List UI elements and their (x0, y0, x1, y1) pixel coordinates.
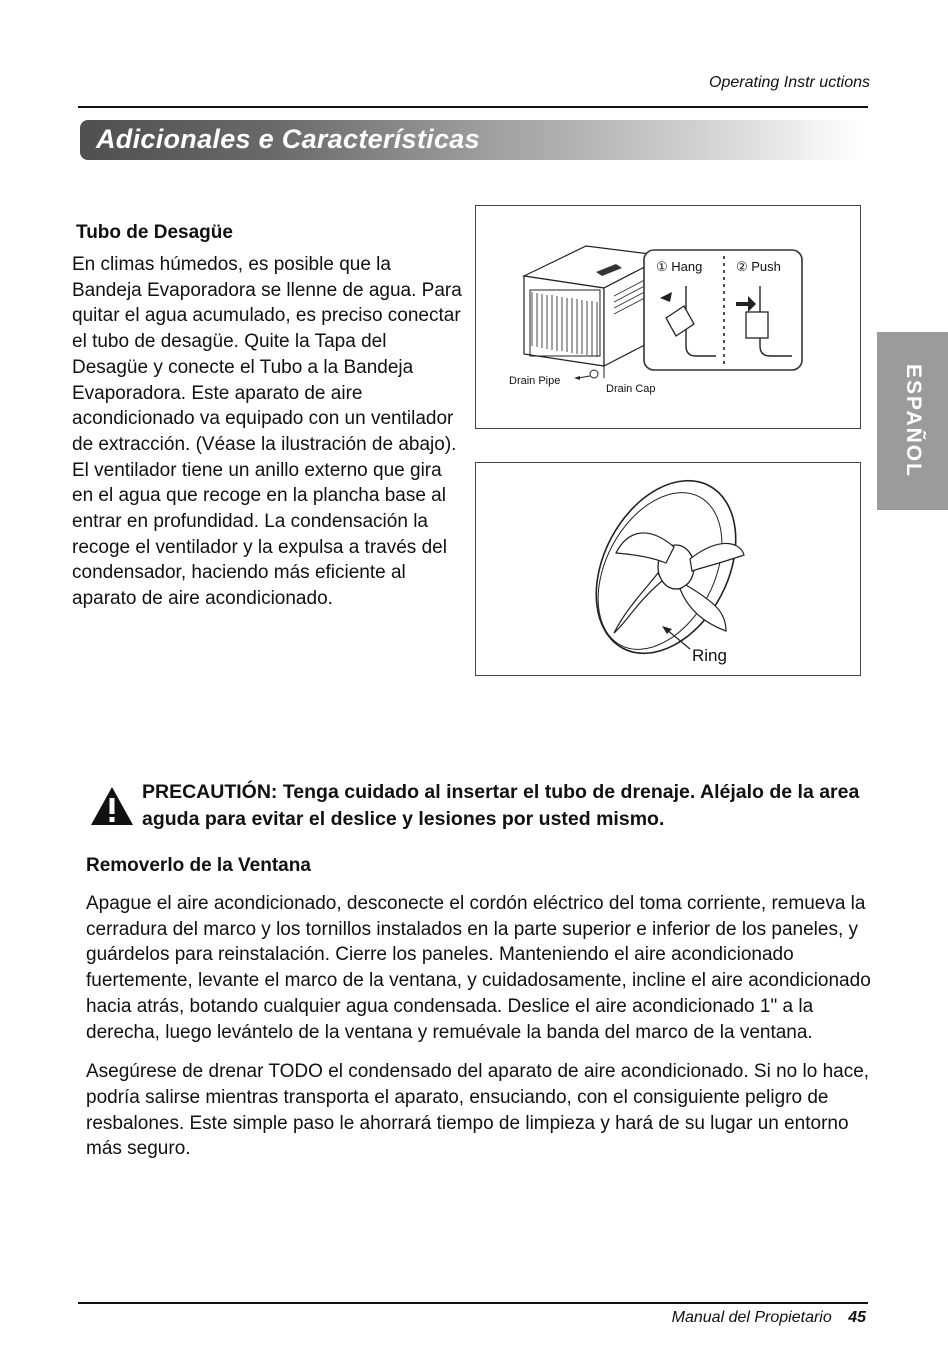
page-number: 45 (848, 1309, 866, 1326)
drain-pipe-section (72, 222, 464, 612)
drain-cap-figure (475, 205, 861, 429)
fan-ring-figure (475, 462, 861, 676)
caution-text: PRECAUTIÓN: Tenga cuidado al insertar el tubo de drenaje. Aléjalo de la area aguda para evitar el deslice y lesiones por usted mismo. (142, 781, 860, 830)
hang-step-label: ① Hang (656, 259, 703, 274)
drain-pipe-heading: Tubo de Desagüe (76, 222, 233, 243)
section-title: Adicionales e Características (96, 124, 480, 154)
manual-title: Manual del Propietario (671, 1309, 832, 1326)
removal-section (86, 855, 876, 1176)
running-header: Operating Instr uctions (709, 74, 870, 91)
footer-rule (78, 1302, 868, 1304)
removal-heading: Removerlo de la Ventana (86, 855, 311, 876)
ring-label: Ring (692, 646, 727, 665)
removal-paragraph-1: Apague el aire acondicionado, desconecte el cordón eléctrico del toma corriente, remueva la cerradura del marco y los tornillos instalados en la parte superior e inferior de los paneles, y guárdelos para reinstalación. Cierre los paneles. Manteniendo el aire acondicionado fuertemente, levante el marco de la ventana, y cuidadosamente, incline el aire acondicionado hacia atrás, botando cualquier agua condensada. Deslice el aire acondicionado 1" a la derecha, luego levántelo de la ventana y remuévale la banda del marco de la ventana. (86, 893, 871, 1043)
fan-ring-illustration (476, 463, 860, 675)
drain-pipe-paragraph: En climas húmedos, es posible que la Bandeja Evaporadora se llenne de agua. Para quitar el agua acumulado, es preciso conectar el tubo de desagüe. Quite la Tapa del Desagüe y conecte el Tubo a la Bandeja Evaporadora. Este aparato de aire acondicionado va equipado con un ventilador de extracción. (Véase la ilustración de abajo). El ventilador tiene un anillo externo que gira en el agua que recoge en la plancha base al entrar en profundidad. La condensación la recoge el ventilador y la expulsa a través del condensador, haciendo más eficiente al aparato de aire acondicionado. (72, 254, 462, 610)
drain-pipe-label: Drain Pipe (509, 375, 561, 387)
push-step-label: ② Push (736, 259, 781, 274)
drain-cap-illustration (476, 206, 860, 428)
page-footer (672, 1309, 866, 1327)
language-tab-label: ESPAÑOL (901, 364, 925, 478)
caution-warning-icon (90, 785, 134, 827)
language-side-tab (877, 332, 948, 510)
drain-cap-label: Drain Cap (606, 383, 656, 395)
header-rule (78, 106, 868, 108)
removal-paragraph-2: Asegúrese de drenar TODO el condensado del aparato de aire acondicionado. Si no lo hace, podría salirse mientras transporta el aparato, ensuciando, con el consiguiente peligro de resbalones. Este simple paso le ahorrará tiempo de limpieza y hará de su lugar un entorno más seguro. (86, 1061, 870, 1160)
